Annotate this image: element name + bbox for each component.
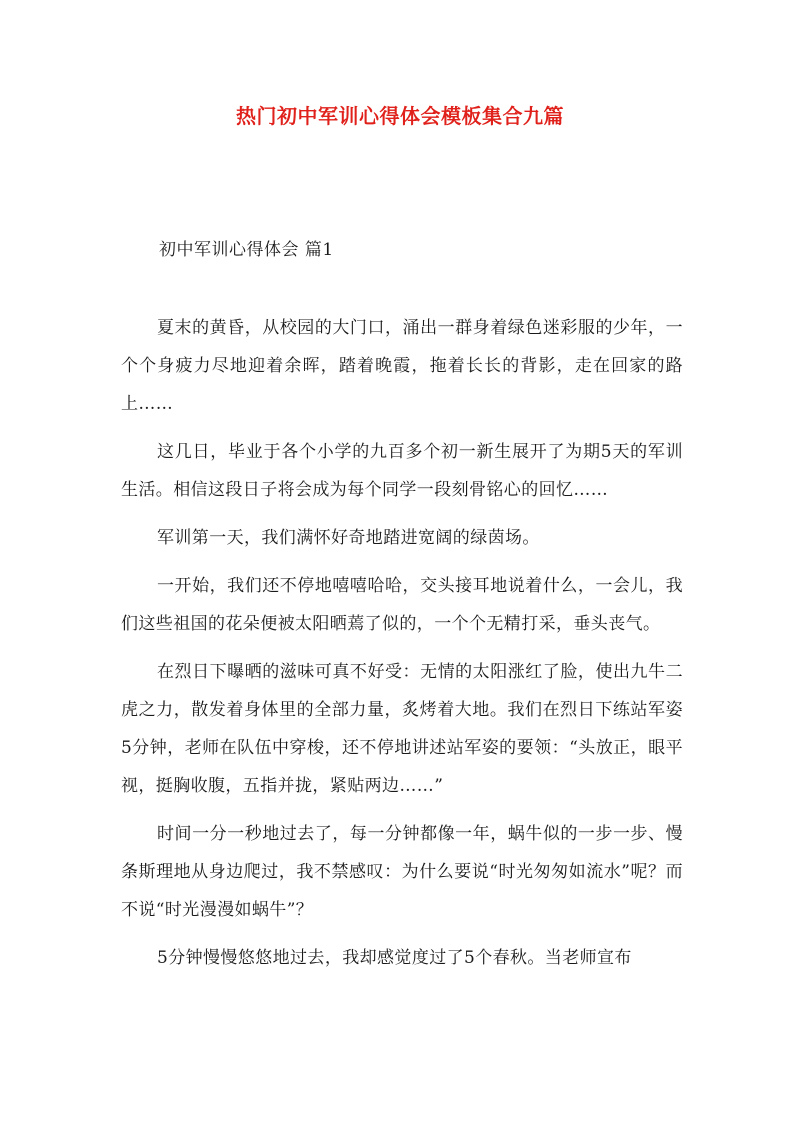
paragraph: 时间一分一秒地过去了，每一分钟都像一年，蜗牛似的一步一步、慢条斯理地从身边爬过，我不禁感叹：为什么要说“时光匆匆如流水”呢？而不说“时光漫漫如蜗牛”？: [121, 824, 683, 920]
section-heading: 初中军训心得体会 篇1: [159, 240, 334, 260]
paragraph: 军训第一天，我们满怀好奇地踏进宽阔的绿茵场。: [157, 528, 540, 548]
document-title: 热门初中军训心得体会模板集合九篇: [236, 104, 564, 128]
paragraph: 5分钟慢慢悠悠地过去，我却感觉度过了5个春秋。当老师宣布: [157, 948, 632, 968]
paragraph: 夏末的黄昏，从校园的大门口，涌出一群身着绿色迷彩服的少年，一个个身疲力尽地迎着余晖，踏着晚霞，拖着长长的背影，走在回家的路上……: [121, 318, 683, 414]
paragraph: 一开始，我们还不停地嘻嘻哈哈，交头接耳地说着什么，一会儿，我们这些祖国的花朵便被太阳晒蔫了似的，一个个无精打采，垂头丧气。: [121, 576, 683, 634]
paragraph: 这几日，毕业于各个小学的九百多个初一新生展开了为期5天的军训生活。相信这段日子将会成为每个同学一段刻骨铭心的回忆……: [121, 442, 683, 500]
paragraph: 在烈日下曝晒的滋味可真不好受：无情的太阳涨红了脸，使出九牛二虎之力，散发着身体里的全部力量，炙烤着大地。我们在烈日下练站军姿5分钟，老师在队伍中穿梭，还不停地讲述站军姿的要领：“头放正，眼平视，挺胸收腹，五指并拢，紧贴两边……”: [121, 662, 683, 796]
body-text: [121, 309, 683, 987]
